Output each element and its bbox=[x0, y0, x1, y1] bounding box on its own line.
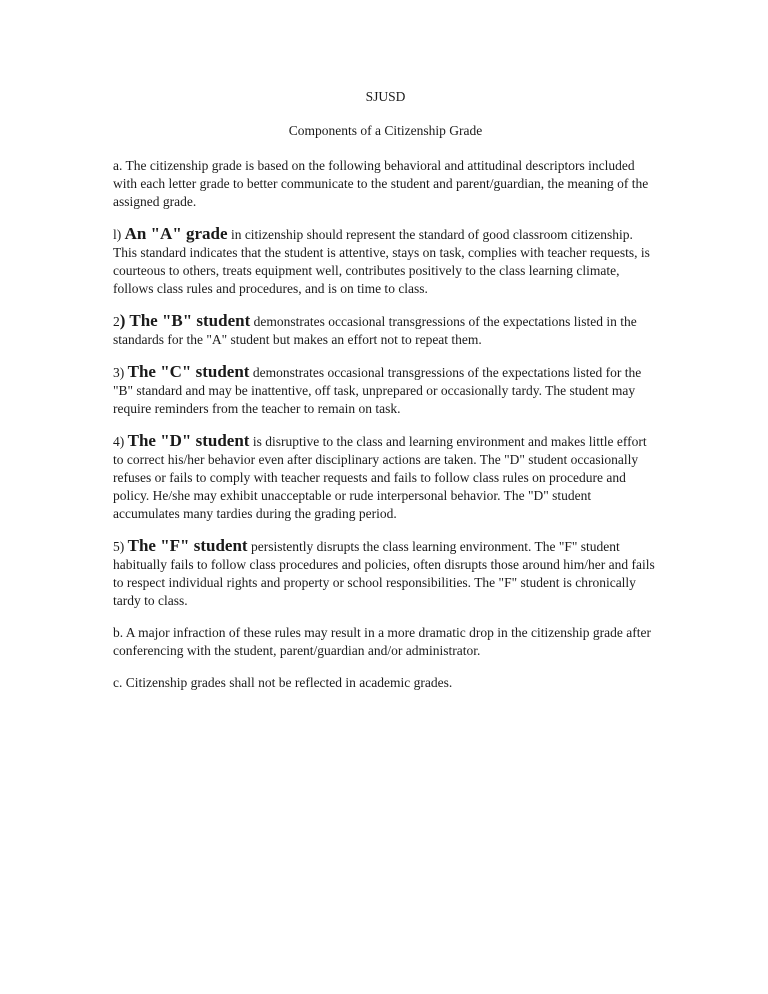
item-text: in citizenship should represent the standard of good classroom citizenship. This standard indicates that the student is attentive, stays on task, complies with teacher requests, is courteous to others, treats equipment well, contributes positively to the class learning climate, follows class rules and procedures, and is on time to class. bbox=[113, 227, 650, 296]
item-lead: An "A" grade bbox=[124, 224, 228, 243]
note-c-paragraph: c. Citizenship grades shall not be reflected in academic grades. bbox=[113, 675, 453, 690]
item-text: persistently disrupts the class learning environment. The "F" student habitually fails to follow class procedures and policies, often disrupts those around him/her and fails to respect individual rights and property or school responsibilities. The "F" student is chronically tardy to class. bbox=[113, 539, 655, 608]
item-number: 5) bbox=[113, 539, 125, 554]
note-b-paragraph: b. A major infraction of these rules may result in a more dramatic drop in the citizenship grade after conferencing with the student, parent/guardian and/or administrator. bbox=[113, 625, 651, 658]
item-number: l) bbox=[113, 227, 122, 242]
document-title: SJUSD bbox=[365, 89, 406, 104]
item-number: 2 bbox=[113, 314, 120, 329]
grade-d-item bbox=[113, 432, 658, 523]
grade-b-item bbox=[113, 312, 658, 349]
item-number: 3) bbox=[113, 365, 125, 380]
grade-f-item bbox=[113, 537, 658, 610]
item-text: demonstrates occasional transgressions of the expectations listed for the "B" standard and may be inattentive, off task, unprepared or occasionally tardy. The student may require reminders from the teacher to remain on task. bbox=[113, 365, 642, 416]
item-text: demonstrates occasional transgressions of the expectations listed in the standards for the "A" student but makes an effort not to repeat them. bbox=[113, 314, 637, 347]
item-lead: The "F" student bbox=[127, 536, 248, 555]
document-subtitle: Components of a Citizenship Grade bbox=[288, 123, 483, 138]
grade-c-item bbox=[113, 363, 658, 418]
item-lead: ) The "B" student bbox=[119, 311, 251, 330]
item-number: 4) bbox=[113, 434, 125, 449]
item-lead: The "C" student bbox=[127, 362, 250, 381]
document-page bbox=[113, 88, 658, 706]
item-lead: The "D" student bbox=[127, 431, 250, 450]
grade-a-item bbox=[113, 225, 658, 298]
item-text: is disruptive to the class and learning environment and makes little effort to correct his/her behavior even after disciplinary actions are taken. The "D" student occasionally refuses or fails to comply with teacher requests and fails to follow class rules on procedure and policy. He/she may exhibit unacceptable or rude interpersonal behavior. The "D" student accumulates many tardies during the grading period. bbox=[113, 434, 647, 521]
intro-paragraph: a. The citizenship grade is based on the following behavioral and attitudinal descriptors included with each letter grade to better communicate to the student and parent/guardian, the meaning of the assigned grade. bbox=[113, 158, 649, 209]
